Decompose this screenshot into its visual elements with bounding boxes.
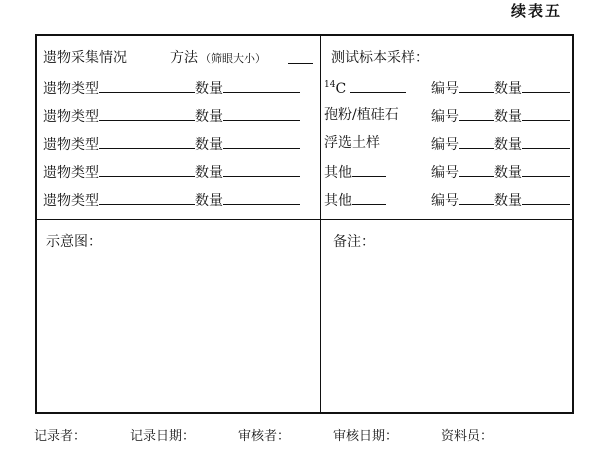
quantity-label: 数量: [494, 137, 522, 153]
sample-field[interactable]: [352, 162, 386, 177]
quantity-label: 数量: [195, 193, 223, 209]
quantity-field[interactable]: [522, 106, 570, 121]
right-row-code: [431, 162, 570, 182]
sketch-map-label: 示意图：: [46, 234, 102, 250]
code-field[interactable]: [459, 134, 494, 149]
record-date-label: 记录日期：: [130, 429, 196, 444]
reviewer-label: 审核者：: [238, 429, 291, 444]
artifact-type-field[interactable]: [99, 78, 195, 93]
artifact-type-label: 遗物类型: [43, 193, 99, 209]
quantity-field[interactable]: [223, 78, 300, 93]
left-row: [43, 190, 300, 210]
quantity-field[interactable]: [223, 190, 300, 205]
right-row: [324, 162, 386, 182]
quantity-label: 数量: [494, 81, 522, 97]
sample-label: 浮选土样: [324, 135, 380, 151]
artifact-type-label: 遗物类型: [43, 109, 99, 125]
artifact-type-field[interactable]: [99, 162, 195, 177]
recorder-label: 记录者：: [34, 429, 87, 444]
sample-collection-label: 测试标本采样：: [331, 50, 429, 66]
right-row: [324, 106, 399, 124]
artifact-collection-label: 遗物采集情况: [43, 50, 127, 66]
code-field[interactable]: [459, 162, 494, 177]
code-field[interactable]: [459, 78, 494, 93]
right-row-code: [431, 190, 570, 210]
isotope-superscript: 14: [324, 80, 336, 90]
quantity-field[interactable]: [522, 134, 570, 149]
quantity-field[interactable]: [522, 162, 570, 177]
artifact-type-field[interactable]: [99, 190, 195, 205]
quantity-field[interactable]: [522, 190, 570, 205]
quantity-label: 数量: [494, 109, 522, 125]
page-title: 续表五: [511, 2, 563, 20]
quantity-label: 数量: [195, 109, 223, 125]
left-row: [43, 162, 300, 182]
method-field[interactable]: [288, 49, 313, 64]
code-label: 编号: [431, 109, 459, 125]
remarks-area[interactable]: [324, 252, 570, 410]
sample-field[interactable]: [352, 190, 386, 205]
sample-label: 孢粉/植硅石: [324, 107, 399, 123]
left-row: [43, 134, 300, 154]
archivist-label: 资料员：: [441, 429, 494, 444]
artifact-type-field[interactable]: [99, 134, 195, 149]
quantity-field[interactable]: [522, 78, 570, 93]
right-row-code: [431, 78, 570, 98]
right-row: [324, 134, 380, 152]
sample-label: 其他: [324, 165, 352, 181]
left-row: [43, 78, 300, 98]
quantity-label: 数量: [494, 165, 522, 181]
code-label: 编号: [431, 137, 459, 153]
left-row: [43, 106, 300, 126]
right-row: [324, 78, 406, 98]
artifact-type-label: 遗物类型: [43, 165, 99, 181]
quantity-label: 数量: [195, 81, 223, 97]
code-label: 编号: [431, 81, 459, 97]
mesh-size-note: （筛眼大小）: [200, 52, 266, 65]
artifact-type-label: 遗物类型: [43, 81, 99, 97]
sample-label: C: [335, 81, 347, 97]
row-divider: [35, 219, 574, 220]
artifact-type-field[interactable]: [99, 106, 195, 121]
remarks-label: 备注：: [333, 234, 375, 250]
review-date-label: 审核日期：: [333, 429, 399, 444]
sketch-map-area[interactable]: [38, 252, 318, 410]
right-row-code: [431, 106, 570, 126]
sample-field[interactable]: [350, 78, 406, 93]
right-row-code: [431, 134, 570, 154]
method-label: 方法: [170, 50, 198, 66]
code-label: 编号: [431, 165, 459, 181]
column-divider: [320, 34, 321, 414]
quantity-label: 数量: [494, 193, 522, 209]
quantity-field[interactable]: [223, 134, 300, 149]
code-field[interactable]: [459, 190, 494, 205]
sample-label: 其他: [324, 193, 352, 209]
quantity-label: 数量: [195, 137, 223, 153]
code-label: 编号: [431, 193, 459, 209]
quantity-field[interactable]: [223, 106, 300, 121]
quantity-field[interactable]: [223, 162, 300, 177]
code-field[interactable]: [459, 106, 494, 121]
right-row: [324, 190, 386, 210]
artifact-type-label: 遗物类型: [43, 137, 99, 153]
quantity-label: 数量: [195, 165, 223, 181]
